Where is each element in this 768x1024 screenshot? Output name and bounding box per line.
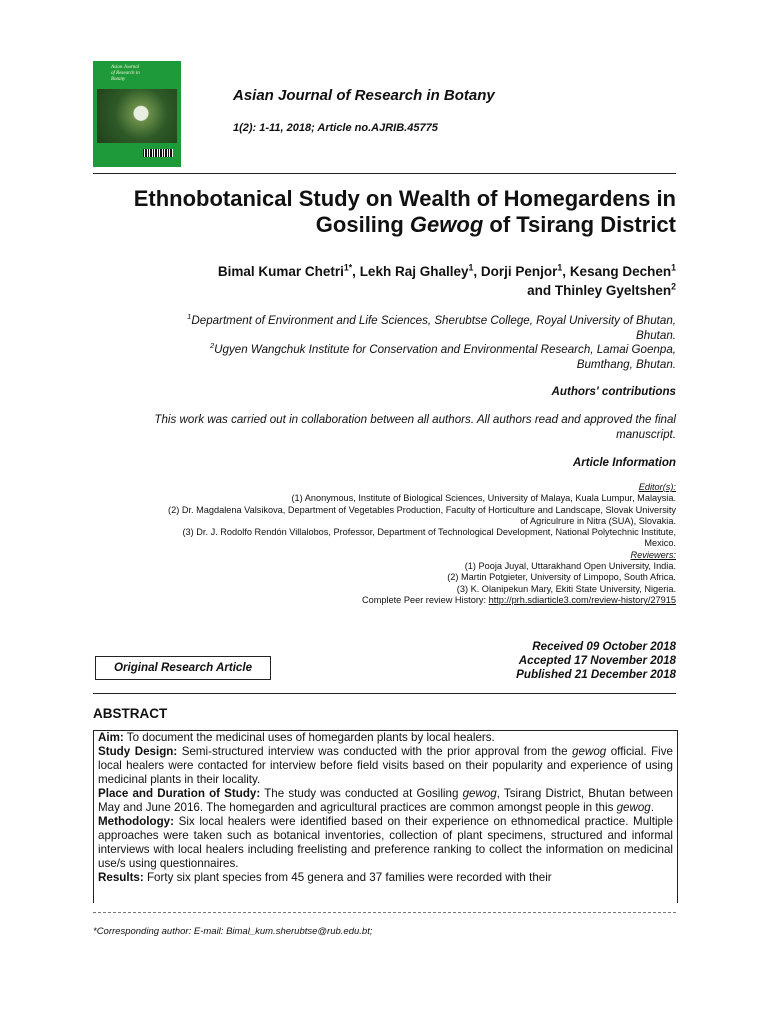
reviewers-label: Reviewers: [630,549,676,560]
abstract-results: Results: Forty six plant species from 45 genera and 37 families were recorded with their [98,871,552,884]
editor-entry: Mexico. [644,538,676,549]
contributions-heading: Authors' contributions [551,385,676,398]
publication-dates [400,640,676,682]
footnote-divider [93,912,676,913]
journal-cover-image [93,61,181,167]
author-list: Bimal Kumar Chetri$^{1*}$, Lekh Raj Ghalley$^1$, Dorji Penjor$^1$, Kesang Dechen$^1$ and Thinley Gyeltshen$^2$ [217,262,676,298]
cover-footer [97,147,137,163]
affiliations: $^1$Department of Environment and Life Sciences, Sherubtse College, Royal University of Bhutan, Bhutan. $^2$Ugyen Wangchuk Institute for Conservation and Environmental Research, Lamai Goenpa, Bumthang, Bhutan. [187,312,676,371]
abstract-place: Place and Duration of Study: The study was conducted at Gosiling gewog, Tsirang District, Bhutan between May and June 2016. The homegarden and agricultural practices are common amongst people in this gewog. [98,787,673,814]
header-divider [93,173,676,174]
abstract-design: Study Design: Semi-structured interview was conducted with the prior approval from the gewog official. Five local healers were contacted for interview before field visits based on their popularity and experience of using medicinal plants in their locality. [98,745,673,786]
accepted-date: Accepted 17 November 2018 [518,654,676,667]
journal-name: Asian Journal of Research in Botany [233,87,495,104]
reviewer-entry: (3) K. Olanipekun Mary, Ekiti State University, Nigeria. [456,583,676,594]
editors-label: Editor(s): [638,482,676,492]
editor-entry: (1) Anonymous, Institute of Biological Sciences, University of Malaya, Kuala Lumpur, Malaysia. [291,493,676,504]
corresponding-author-footnote: *Corresponding author: E-mail: Bimal_kum.sherubtse@rub.edu.bt; [93,926,373,937]
abstract-methodology: Methodology: Six local healers were identified based on their experience on ethnomedical practice. Multiple approaches were taken such as botanical inventories, collection of plant specimens, structured and informal interviews with local healers including freelisting and preference ranking to collect the information on medicinal use/s using questionnaires. [98,815,673,870]
abstract-aim: Aim: To document the medicinal uses of homegarden plants by local healers. [98,731,495,744]
contributions-text: This work was carried out in collaboration between all authors. All authors read and approved the final manuscript. [154,413,676,441]
editorial-info: Editor(s): (1) Anonymous, Institute of Biological Sciences, University of Malaya, Kuala Lumpur, Malaysia. (2) Dr. Magdalena Valsikova, Department of Vegetables Production, Faculty of Horticulture and Landscape, Slovak University of Agriculrure in Nitra (SUA), Slovakia. (3) Dr. J. Rodolfo Rendón Villalobos, Professor, Department of Technological Development, National Polytechnic Institute, Mexico. Reviewers: (1) Pooja Juyal, Uttarakhand Open University, India. (2) Martin Potgieter, University of Limpopo, South Africa. (3) K. Olanipekun Mary, Ekiti State University, Nigeria. Complete Peer review History: http://prh.sdiarticle3.com/review-history/27915 [93,482,676,606]
abstract-heading: ABSTRACT [93,706,168,721]
received-date: Received 09 October 2018 [532,640,676,653]
review-history-link[interactable]: http://prh.sdiarticle3.com/review-history/27915 [488,594,676,605]
abstract-divider [93,693,676,694]
journal-citation: 1(2): 1-11, 2018; Article no.AJRIB.45775 [233,122,438,134]
editor-entry: (2) Dr. Magdalena Valsikova, Department of Vegetables Production, Faculty of Horticulture and Landscape, Slovak University [168,504,676,515]
cover-title: Asian Journal of Research in Botany [111,65,140,82]
published-date: Published 21 December 2018 [516,668,676,681]
article-type-box: Original Research Article [95,656,271,680]
paper-title: Ethnobotanical Study on Wealth of Homegardens in Gosiling Gewog of Tsirang District [133,186,676,237]
abstract-box [93,730,678,903]
article-info-heading: Article Information [572,456,676,469]
reviewer-entry: (1) Pooja Juyal, Uttarakhand Open University, India. [464,561,676,572]
editor-entry: (3) Dr. J. Rodolfo Rendón Villalobos, Professor, Department of Technological Development, National Polytechnic Institute, [182,527,676,538]
editor-entry: of Agriculrure in Nitra (SUA), Slovakia. [520,515,676,526]
cover-barcode [143,149,173,157]
cover-photo [97,89,177,143]
reviewer-entry: (2) Martin Potgieter, University of Limpopo, South Africa. [447,572,676,583]
